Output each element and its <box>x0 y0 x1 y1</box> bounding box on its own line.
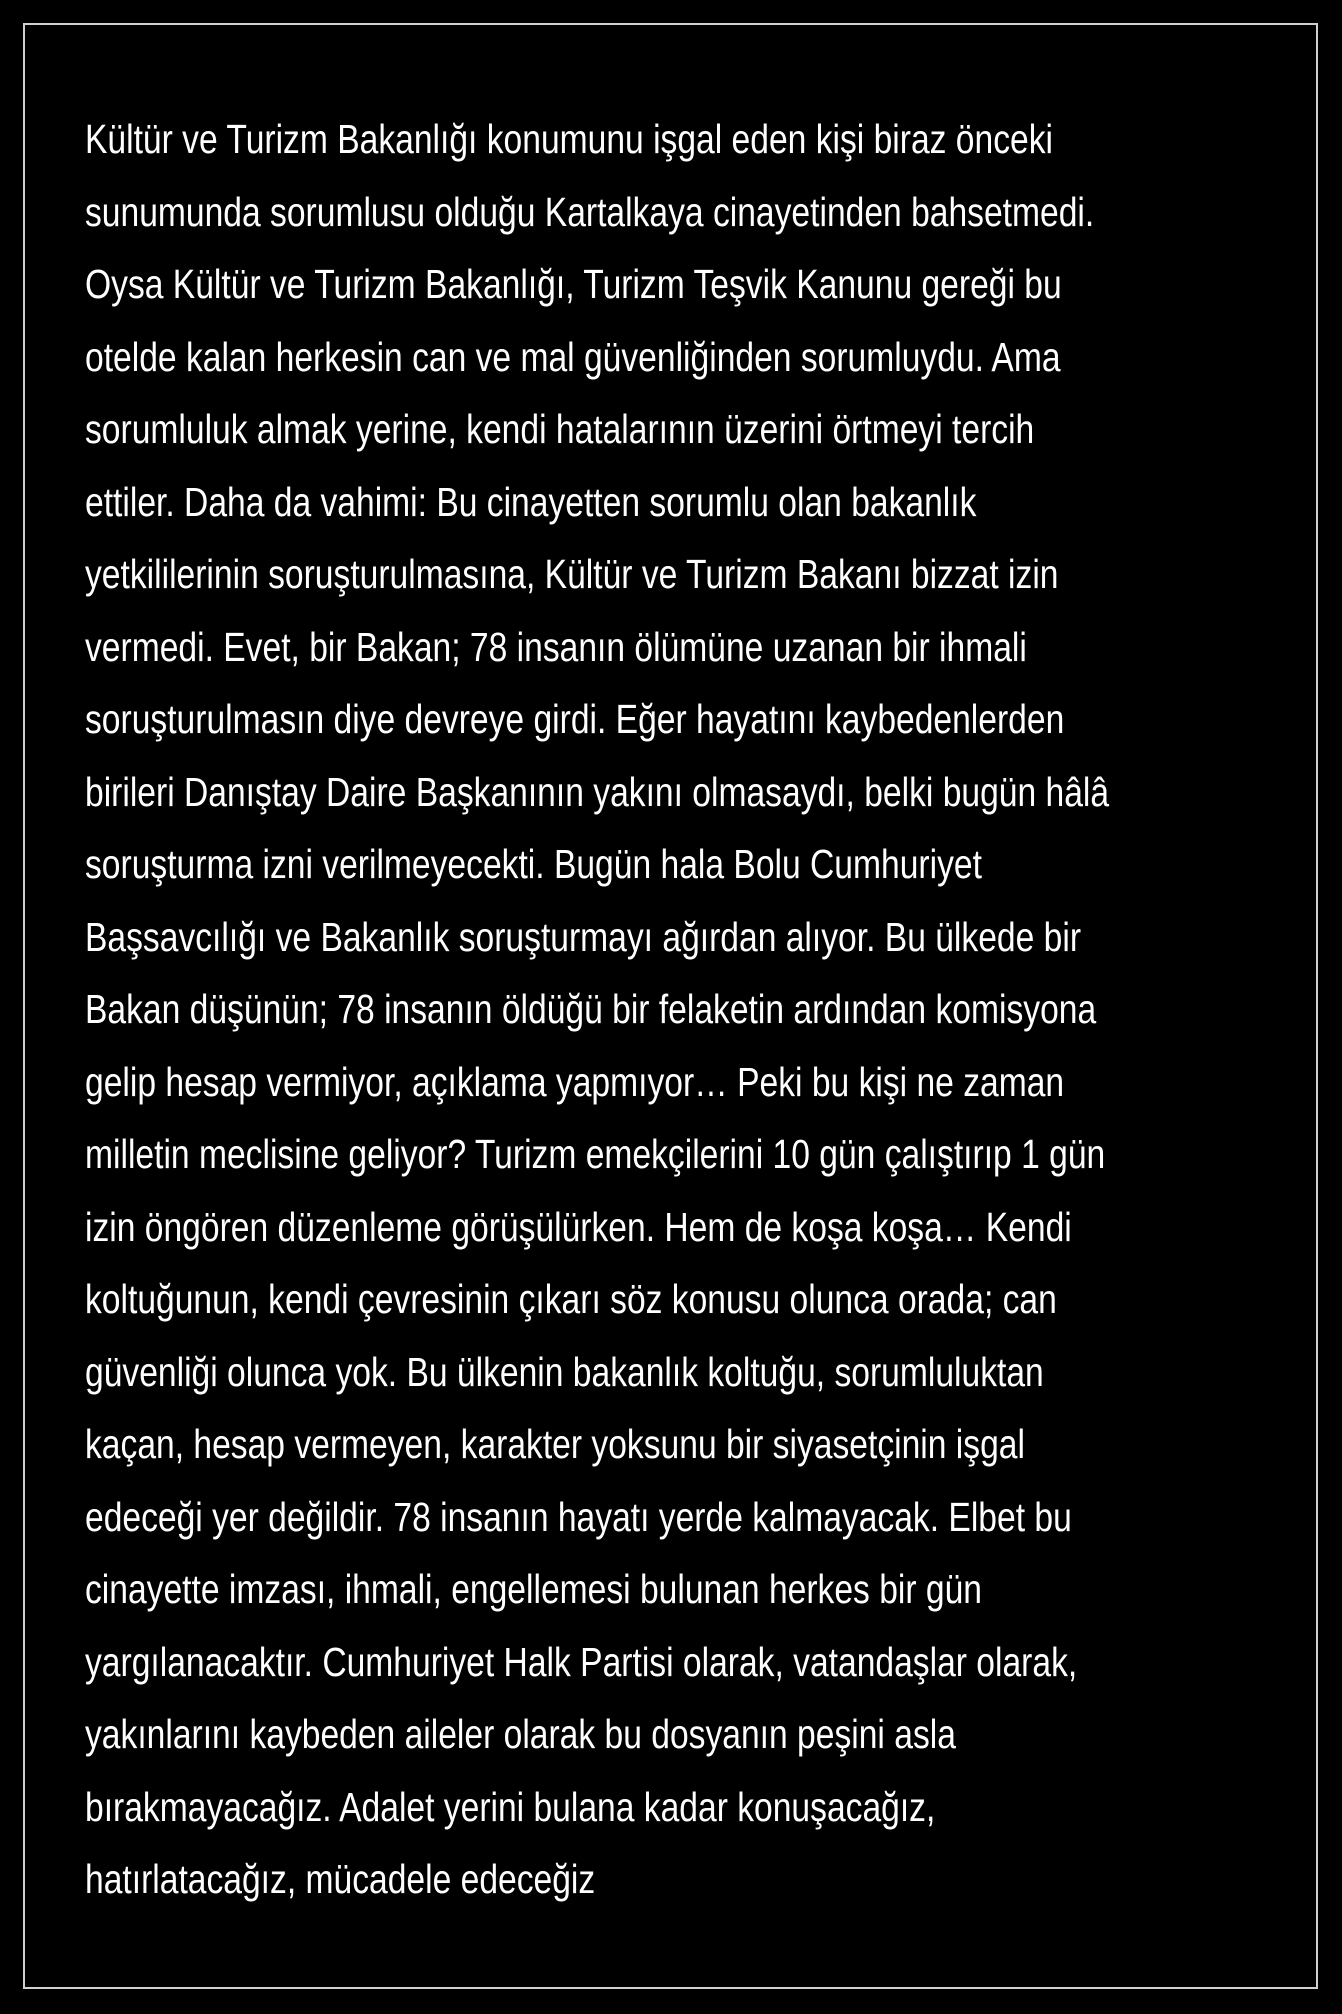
text-line: ettiler. Daha da vahimi: Bu cinayetten sorumlu olan bakanlık <box>85 478 977 525</box>
text-line: soruşturulmasın diye devreye girdi. Eğer hayatını kaybedenlerden <box>85 696 1065 742</box>
text-line: sunumunda sorumlusu olduğu Kartalkaya cinayetinden bahsetmedi. <box>85 188 1095 235</box>
text-line: güvenliği olunca yok. Bu ülkenin bakanlık koltuğu, sorumluluktan <box>85 1348 1044 1395</box>
text-line: milletin meclisine geliyor? Turizm emekçilerini 10 gün çalıştırıp 1 gün <box>85 1131 1106 1177</box>
text-line: yargılanacaktır. Cumhuriyet Halk Partisi olarak, vatandaşlar olarak, <box>85 1638 1078 1685</box>
statement-text <box>85 103 1110 1916</box>
text-line: Başsavcılığı ve Bakanlık soruşturmayı ağırdan alıyor. Bu ülkede bir <box>85 913 1082 960</box>
text-line: edeceği yer değildir. 78 insanın hayatı yerde kalmayacak. Elbet bu <box>85 1493 1072 1540</box>
text-line: Kültür ve Turizm Bakanlığı konumunu işgal eden kişi biraz önceki <box>85 116 1053 162</box>
text-line: gelip hesap vermiyor, açıklama yapmıyor… Peki bu kişi ne zaman <box>85 1058 1065 1105</box>
text-line: cinayette imzası, ihmali, engellemesi bulunan herkes bir gün <box>85 1566 983 1612</box>
text-line: Oysa Kültür ve Turizm Bakanlığı, Turizm Teşvik Kanunu gereği bu <box>85 261 1062 307</box>
text-line: hatırlatacağız, mücadele edeceğiz <box>85 1856 596 1902</box>
text-line: vermedi. Evet, bir Bakan; 78 insanın ölümüne uzanan bir ihmali <box>85 623 1027 670</box>
text-line: sorumluluk almak yerine, kendi hatalarının üzerini örtmeyi tercih <box>85 406 1035 452</box>
document-frame <box>23 23 1318 1989</box>
text-line: Bakan düşünün; 78 insanın öldüğü bir felaketin ardından komisyona <box>85 986 1097 1032</box>
text-line: izin öngören düzenleme görüşülürken. Hem de koşa koşa… Kendi <box>85 1203 1072 1250</box>
text-line: soruşturma izni verilmeyecekti. Bugün hala Bolu Cumhuriyet <box>85 841 982 887</box>
text-line: bırakmayacağız. Adalet yerini bulana kadar konuşacağız, <box>85 1783 936 1830</box>
text-line: birileri Danıştay Daire Başkanının yakını olmasaydı, belki bugün hâlâ <box>85 768 1110 815</box>
text-line: yakınlarını kaybeden aileler olarak bu dosyanın peşini asla <box>85 1711 956 1757</box>
text-line: koltuğunun, kendi çevresinin çıkarı söz konusu olunca orada; can <box>85 1276 1057 1322</box>
text-line: otelde kalan herkesin can ve mal güvenliğinden sorumluydu. Ama <box>85 333 1061 380</box>
text-line: kaçan, hesap vermeyen, karakter yoksunu bir siyasetçinin işgal <box>85 1421 1025 1467</box>
text-line: yetkililerinin soruşturulmasına, Kültür ve Turizm Bakanı bizzat izin <box>85 551 1059 597</box>
